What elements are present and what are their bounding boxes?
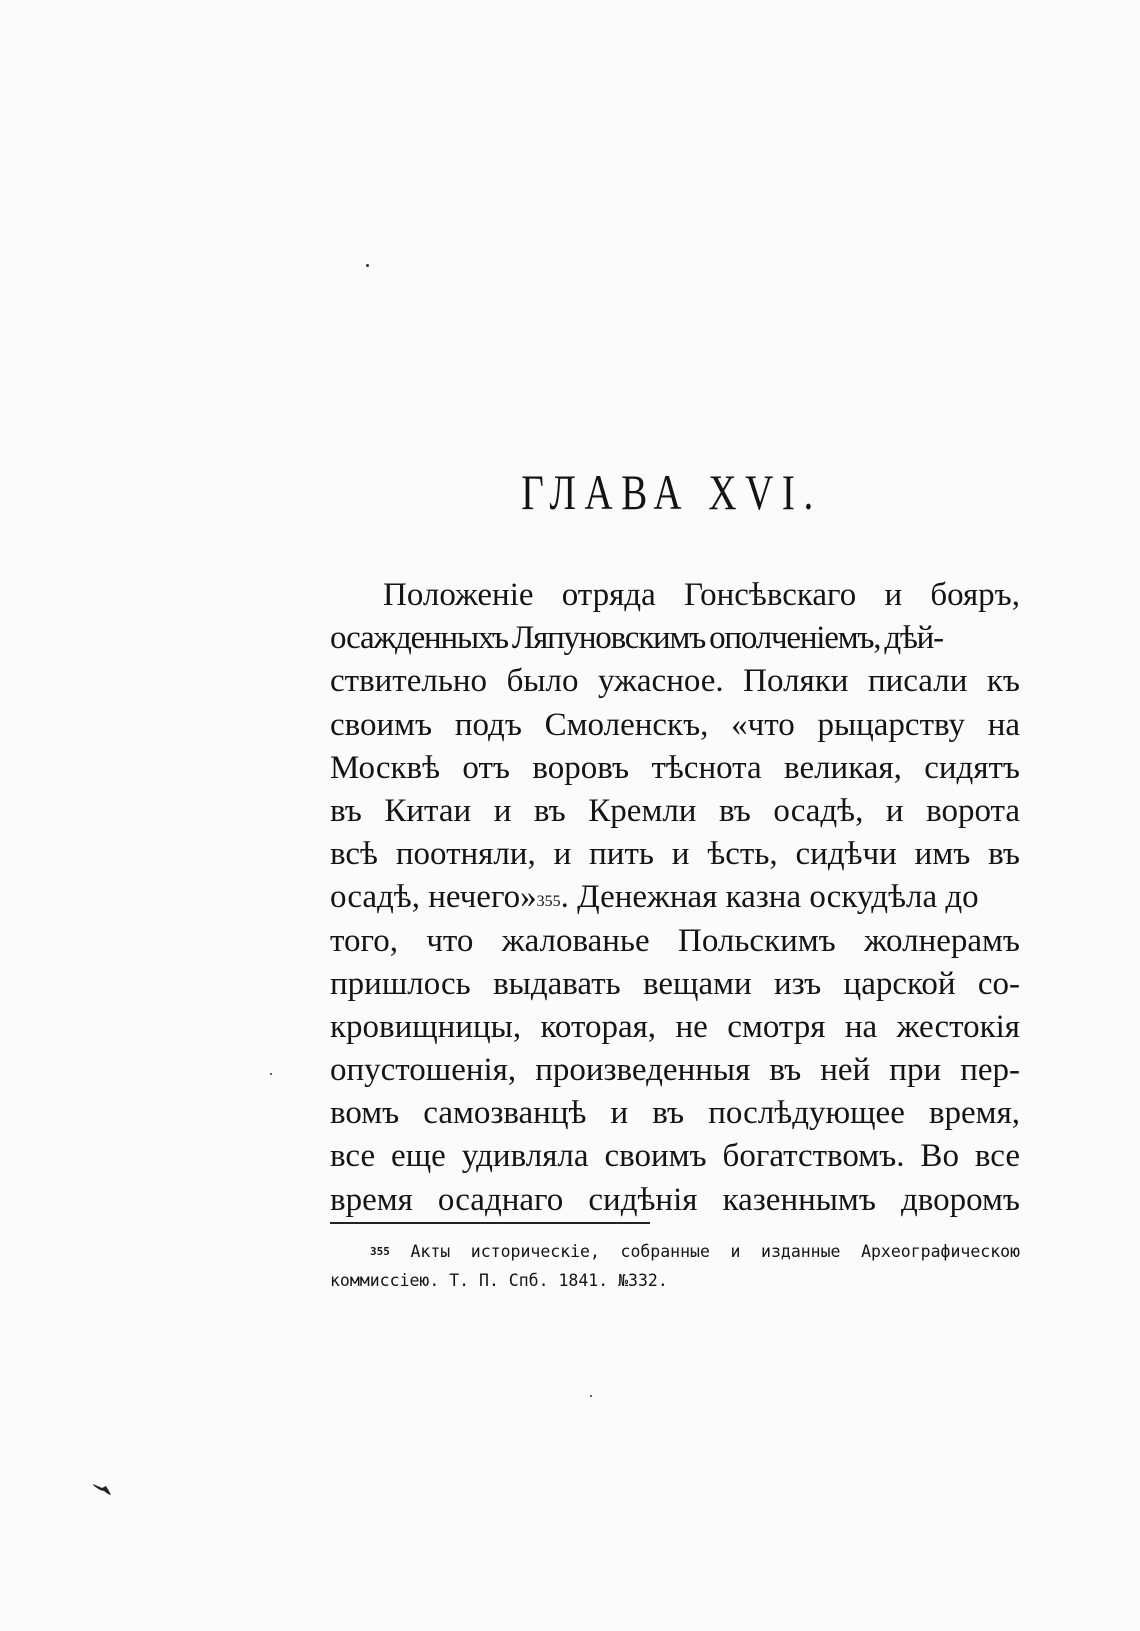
body-line-text: осажденныхъ Ляпуновскимъ ополченіемъ, дѣй- — [330, 620, 943, 657]
footnote-line — [330, 1237, 1020, 1266]
footnote — [330, 1237, 1020, 1295]
footnote-divider — [330, 1222, 650, 1224]
body-line: кровищницы, которая, не смотря на жестокія — [330, 1008, 1020, 1045]
chapter-title: ГЛАВА XVI. — [521, 464, 822, 520]
body-line-text: . Денежная казна оскудѣла до — [560, 879, 979, 916]
body-line — [330, 617, 1020, 660]
body-line: всѣ поотняли, и пить и ѣсть, сидѣчи имъ въ — [330, 836, 1020, 873]
body-line: своимъ подъ Смоленскъ, «что рыцарству на — [330, 706, 1020, 743]
body-line: опустошенія, произведенныя въ ней при пер- — [330, 1052, 1020, 1089]
footnote-line: коммиссіею. Т. П. Спб. 1841. №332. — [330, 1271, 668, 1290]
body-text — [330, 574, 1020, 1222]
body-line: въ Китаи и въ Кремли въ осадѣ, и ворота — [330, 792, 1020, 829]
body-line: вомъ самозванцѣ и въ послѣдующее время, — [330, 1095, 1020, 1132]
body-line: время осаднаго сидѣнія казеннымъ дворомъ — [330, 1181, 1020, 1218]
body-line-text: осадѣ, нечего» — [330, 879, 537, 916]
body-line: пришлось выдавать вещами изъ царской со- — [330, 965, 1020, 1002]
footnote-number: 355 — [370, 1245, 390, 1258]
body-line: все еще удивляла своимъ богатствомъ. Во все — [330, 1138, 1020, 1175]
body-line: того, что жалованье Польскимъ жолнерамъ — [330, 922, 1020, 959]
body-line — [330, 876, 1020, 919]
footnote-reference[interactable]: 355 — [536, 893, 561, 911]
footnote-text: Акты историческіе, собранные и изданные Археографическою — [410, 1242, 1021, 1261]
body-line: Москвѣ отъ воровъ тѣснота великая, сидятъ — [330, 749, 1020, 786]
ink-mark — [92, 1482, 116, 1496]
body-line: Положеніе отряда Гонсѣвскаго и бояръ, — [383, 577, 1020, 613]
body-line: ствительно было ужасное. Поляки писали къ — [330, 663, 1020, 700]
